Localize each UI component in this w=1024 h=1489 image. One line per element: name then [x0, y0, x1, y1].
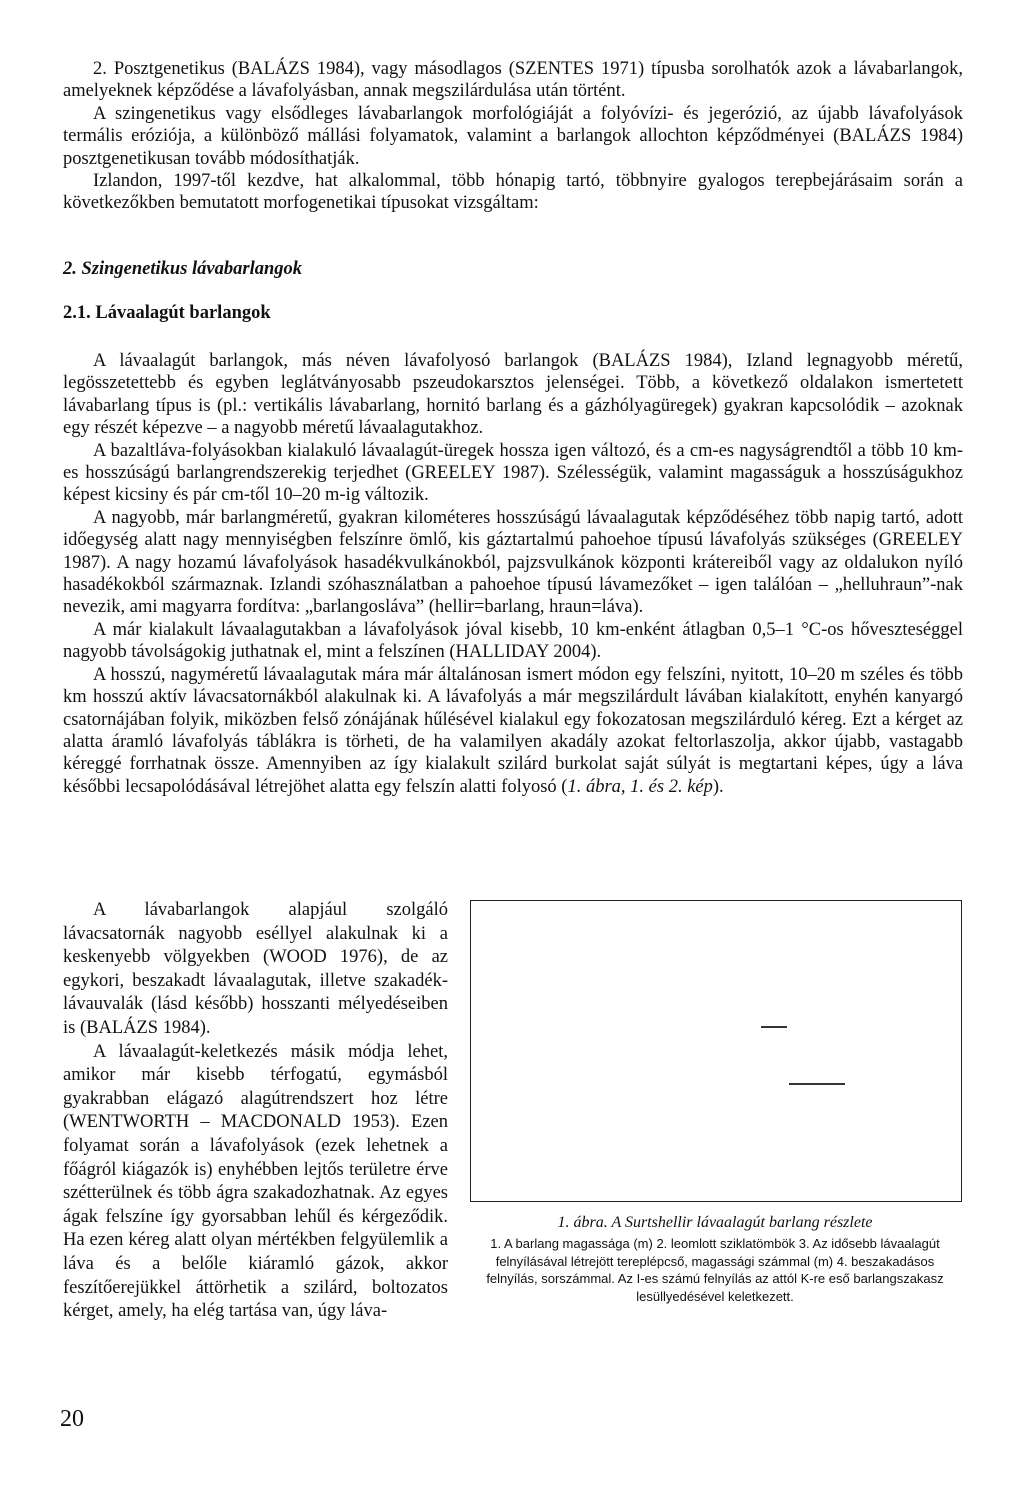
paragraph-tube-channels: [63, 664, 963, 798]
paragraph-syngenetic: A szingenetikus vagy elsődleges lávabarlangok morfológiáját a folyóvízi- és jegerózió, az újabb lávafolyások termális eróziója, a különböző mállási folyamatok, valamint a barlangok allochton képződményei (BALÁZS 1984) posztgenetikusan tovább módosíthatják.: [63, 103, 963, 169]
left-column-text: [63, 899, 448, 1324]
paragraph-tube-formation: A nagyobb, már barlangméretű, gyakran kilométeres hosszúságú lávaalagutak képződéséhez több napig tartó, adott időegység alatt nagy mennyiségben felszínre ömlő, kis gáztartalmú pahoehoe típusú lávafolyás szükséges (GREELEY 1987). A nagy hozamú lávafolyások hasadékvulkánokból, pajzsvulkánok központi krátereiből vagy az oldalukon nyíló hasadékokból származnak. Izlandi szóhasználatban a pahoehoe típusú lávamezőket – igen találóan – „helluhraun”-nak nevezik, ami magyarra fordítva: „barlangosláva” (hellir=barlang, hraun=láva).: [63, 507, 963, 618]
paragraph-tube-channels-text: A hosszú, nagyméretű lávaalagutak mára már általánosan ismert módon egy felszíni, nyitott, 10–20 m széles és több km hosszú aktív lávacsatornákból alakulnak ki. A lávafolyás a már megszilárdult lávában kialakított, enyhén kanyargó csatornájában folyik, miközben felső zónájának hűlésével kialakul egy fokozatosan megszilárduló kéreg. Ezt a kérget az alatta áramló lávafolyás táblákra is törheti, de ha valamilyen akadály azokat feltorlaszolja, akkor újabb, vastagabb kéreggé forrhatnak össze. Amennyiben az így kialakult szilárd burkolat saját súlyát is megtartani képes, úgy a láva későbbi lecsapolódásával létrejöhet alatta egy felszín alatti folyosó (: [63, 664, 963, 797]
subsection-title: 2.1. Lávaalagút barlangok: [63, 303, 271, 323]
section-heading: [63, 258, 963, 280]
figure-caption: [470, 1213, 960, 1305]
body-text-main: [63, 350, 963, 798]
paragraph-valleys: A lávabarlangok alapjául szolgáló lávacsatornák nagyobb eséllyel alakulnak ki a keskenyebb völgyekben (WOOD 1976), de az egykori, beszakadt lávaalagutak, illetve szakadék-lávauvalák (lásd később) hosszanti mélyedéseiben is (BALÁZS 1984).: [63, 900, 448, 1038]
figure-mark: [761, 1026, 787, 1028]
subsection-heading: [63, 302, 963, 324]
paragraph-postgenetic: 2. Posztgenetikus (BALÁZS 1984), vagy másodlagos (SZENTES 1971) típusba sorolhatók azok a lávabarlangok, amelyeknek képződése a lávafolyásban, annak megszilárdulása után történt.: [63, 59, 963, 102]
paragraph-tube-length: A bazaltláva-folyásokban kialakuló lávaalagút-üregek hossza igen változó, és a cm-es nagyságrendtől a több 10 km-es hosszúságú barlangrendszerekig terjedhet (GREELEY 1987). Szélességük, valamint magasságuk a hosszúságukhoz képest kicsiny és pár cm-től 10–20 m-ig változik.: [63, 440, 963, 506]
figure-image-frame: [470, 900, 962, 1202]
section-title: 2. Szingenetikus lávabarlangok: [63, 259, 303, 279]
figure-caption-title: 1. ábra. A Surtshellir lávaalagút barlang részlete: [557, 1214, 873, 1231]
figure-caption-body: 1. A barlang magassága (m) 2. leomlott sziklatömbök 3. Az idősebb lávaalagút felnyílásával létrejött tereplépcső, magassági számmal (m) 4. beszakadásos felnyílás, sorszámmal. Az I-es számú felnyílás az attól K-re eső barlangszakasz lesüllyedésével keletkezett.: [486, 1236, 944, 1304]
paragraph-branching: A lávaalagút-keletkezés másik módja lehet, amikor már kisebb térfogatú, egymásból gyakrabban elágazó alagútrendszert hoz létre (WENTWORTH – MACDONALD 1953). Ezen folyamat során a lávafolyások (ezek lehetnek a főágról kiágazók is) enyhébben lejtős területre érve szétterülnek és több ágra szakadozhatnak. Az egyes ágak felszíne így gyorsabban lehűl és kérgeződik. Ha ezen kéreg alatt olyan mértékben felgyülemlik a láva és a belőle kiáramló gázok, akkor feszítőerejükkel áttörhetik a szilárd, boltozatos kérget, amely, ha elég tartása van, úgy láva-: [63, 1041, 448, 1322]
paragraph-tube-intro: A lávaalagút barlangok, más néven lávafolyosó barlangok (BALÁZS 1984), Izland legnagyobb méretű, legösszetettebb és egyben leglátványosabb pszeudokarsztos jelenségei. Több, a következő oldalakon ismertetett lávabarlang típus is (pl.: vertikális lávabarlang, hornitó barlang és a gázhólyagüregek) gyakran kapcsolódik – azoknak egy részét képezve – a nagyobb méretű lávaalagutakhoz.: [63, 351, 963, 439]
paragraph-tube-channels-end: ).: [712, 776, 724, 797]
figure-reference: 1. ábra, 1. és 2. kép: [567, 776, 713, 797]
figure-mark: [789, 1083, 845, 1085]
paragraph-tube-heatloss: A már kialakult lávaalagutakban a lávafolyások jóval kisebb, 10 km-enként átlagban 0,5–1 °C-os hőveszteséggel nagyobb távolságokig juthatnak el, mint a felszínen (HALLIDAY 2004).: [63, 619, 963, 663]
paragraph-iceland: Izlandon, 1997-től kezdve, hat alkalommal, több hónapig tartó, többnyire gyalogos terepbejárásaim során a következőkben bemutatott morfogenetikai típusokat vizsgáltam:: [63, 171, 963, 214]
page-number: 20: [60, 1406, 84, 1432]
body-text-top: [63, 58, 963, 215]
